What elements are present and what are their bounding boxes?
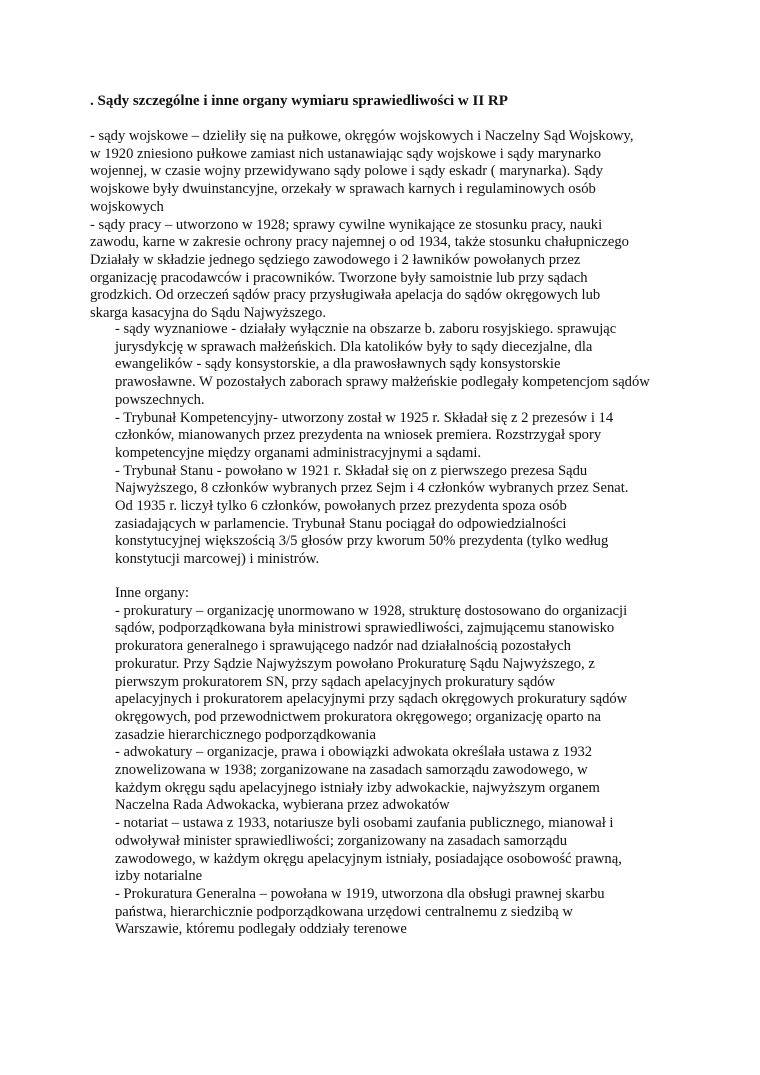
- text-line: - Trybunał Stanu - powołano w 1921 r. Składał się on z pierwszego prezesa Sądu: [115, 462, 588, 479]
- text-line: sądów, podporządkowana była ministrowi sprawiedliwości, zajmującemu stanowisko: [115, 620, 615, 637]
- text-line: konstytucyjnej większością 3/5 głosów przy kworum 50% prezydenta (tylko według: [115, 533, 609, 550]
- text-line: Działały w składzie jednego sędziego zawodowego i 2 ławników powołanych przez: [90, 251, 581, 268]
- section-other-organs: [90, 585, 690, 939]
- text-line: Najwyższego, 8 członków wybranych przez Sejm i 4 członków wybranych przez Senat.: [115, 480, 629, 497]
- text-line: w 1920 zniesiono pułkowe zamiast nich ustanawiając sądy wojskowe i sądy marynarko: [90, 145, 602, 162]
- text-line: izby notarialne: [115, 868, 203, 885]
- text-line: prawosławne. W pozostałych zaborach sprawy małżeńskie podlegały kompetencjom sądów: [115, 374, 650, 391]
- text-line: Warszawie, któremu podlegały oddziały terenowe: [115, 921, 407, 938]
- text-line: kompetencyjne między organami administracyjnymi a sądami.: [115, 444, 482, 461]
- text-line: - adwokatury – organizacje, prawa i obowiązki adwokata określała ustawa z 1932: [115, 744, 593, 761]
- text-line: Od 1935 r. liczył tylko 6 członków, powołanych przez prezydenta spoza osób: [115, 498, 567, 515]
- text-line: prokuratur. Przy Sądzie Najwyższym powołano Prokuraturę Sądu Najwyższego, z: [115, 655, 595, 672]
- text-line: - sądy wyznaniowe - działały wyłącznie na obszarze b. zaboru rosyjskiego. sprawując: [115, 321, 617, 337]
- text-line: zawodu, karne w zakresie ochrony pracy najemnej o od 1934, także stosunku chałupniczego: [90, 234, 629, 251]
- text-line: jurysdykcję w sprawach małżeńskich. Dla katolików były to sądy diecezjalne, dla: [115, 338, 593, 355]
- section-special-courts: [90, 128, 690, 323]
- text-line: prokuratora generalnego i sprawującego nadzór nad działalnością pozostałych: [115, 638, 571, 655]
- text-line: - sądy pracy – utworzono w 1928; sprawy cywilne wynikające ze stosunku pracy, nauki: [90, 216, 603, 233]
- text-line: Naczelna Rada Adwokacka, wybierana przez adwokatów: [115, 797, 450, 814]
- text-line: pierwszym prokuratorem SN, przy sądach apelacyjnych prokuratury sądów: [115, 673, 556, 690]
- text-line: - Trybunał Kompetencyjny- utworzony został w 1925 r. Składał się z 2 prezesów i 14: [115, 409, 614, 426]
- text-line: - Prokuratura Generalna – powołana w 1919, utworzona dla obsługi prawnej skarbu: [115, 885, 605, 902]
- text-line: zawodowego, w każdym okręgu apelacyjnym istniały, posiadające osobowość prawną,: [115, 850, 622, 867]
- text-line: konstytucji marcowej) i ministrów.: [115, 551, 320, 568]
- text-line: - notariat – ustawa z 1933, notariusze byli osobami zaufania publicznego, mianował i: [115, 815, 614, 832]
- text-line: - prokuratury – organizację unormowano w 1928, strukturę dostosowano do organizacji: [115, 602, 628, 619]
- section-tribunals: [115, 321, 695, 569]
- text-line: wojennej, w czasie wojny przewidywano sądy polowe i sądy eskadr ( marynarka). Sądy: [90, 163, 604, 180]
- text-line: skarga kasacyjna do Sądu Najwyższego.: [90, 305, 326, 322]
- document-title: . Sądy szczególne i inne organy wymiaru sprawiedliwości w II RP: [90, 93, 508, 109]
- text-line: ewangelików - sądy konsystorskie, a dla prawosławnych sądy konsystorskie: [115, 356, 561, 373]
- text-line: organizację pracodawców i pracowników. Tworzone były samoistnie lub przy sądach: [90, 269, 588, 286]
- text-line: członków, mianowanych przez prezydenta na wniosek premiera. Rozstrzygał spory: [115, 427, 602, 444]
- text-line: apelacyjnych i prokuratorem apelacyjnymi przy sądach okręgowych prokuratury sądów: [115, 691, 628, 708]
- text-line: - sądy wojskowe – dzieliły się na pułkowe, okręgów wojskowych i Naczelny Sąd Wojskowy,: [90, 128, 634, 144]
- text-line: znowelizowana w 1938; zorganizowane na zasadach samorządu zawodowego, w: [115, 762, 588, 779]
- text-line: wojskowych: [90, 198, 164, 215]
- text-line: odwoływał minister sprawiedliwości; zorganizowany na zasadach samorządu: [115, 832, 567, 849]
- text-line: wojskowe były dwuinstancyjne, orzekały w sprawach karnych i regulaminowych osób: [90, 181, 596, 198]
- text-line: powszechnych.: [115, 391, 205, 408]
- text-line: zasadzie hierarchicznego podporządkowania: [115, 726, 376, 743]
- text-line: zasiadających w parlamencie. Trybunał Stanu pociągał do odpowiedzialności: [115, 515, 567, 532]
- text-line: okręgowych, pod przewodnictwem prokuratora okręgowego; organizację oparto na: [115, 708, 602, 725]
- text-line: każdym okręgu sądu apelacyjnego istniały izby adwokackie, najwyższym organem: [115, 779, 600, 796]
- text-line: grodzkich. Od orzeczeń sądów pracy przysługiwała apelacja do sądów okręgowych lub: [90, 287, 601, 304]
- text-line: Inne organy:: [115, 585, 189, 601]
- text-line: państwa, hierarchicznie podporządkowana urzędowi centralnemu z siedzibą w: [115, 903, 573, 920]
